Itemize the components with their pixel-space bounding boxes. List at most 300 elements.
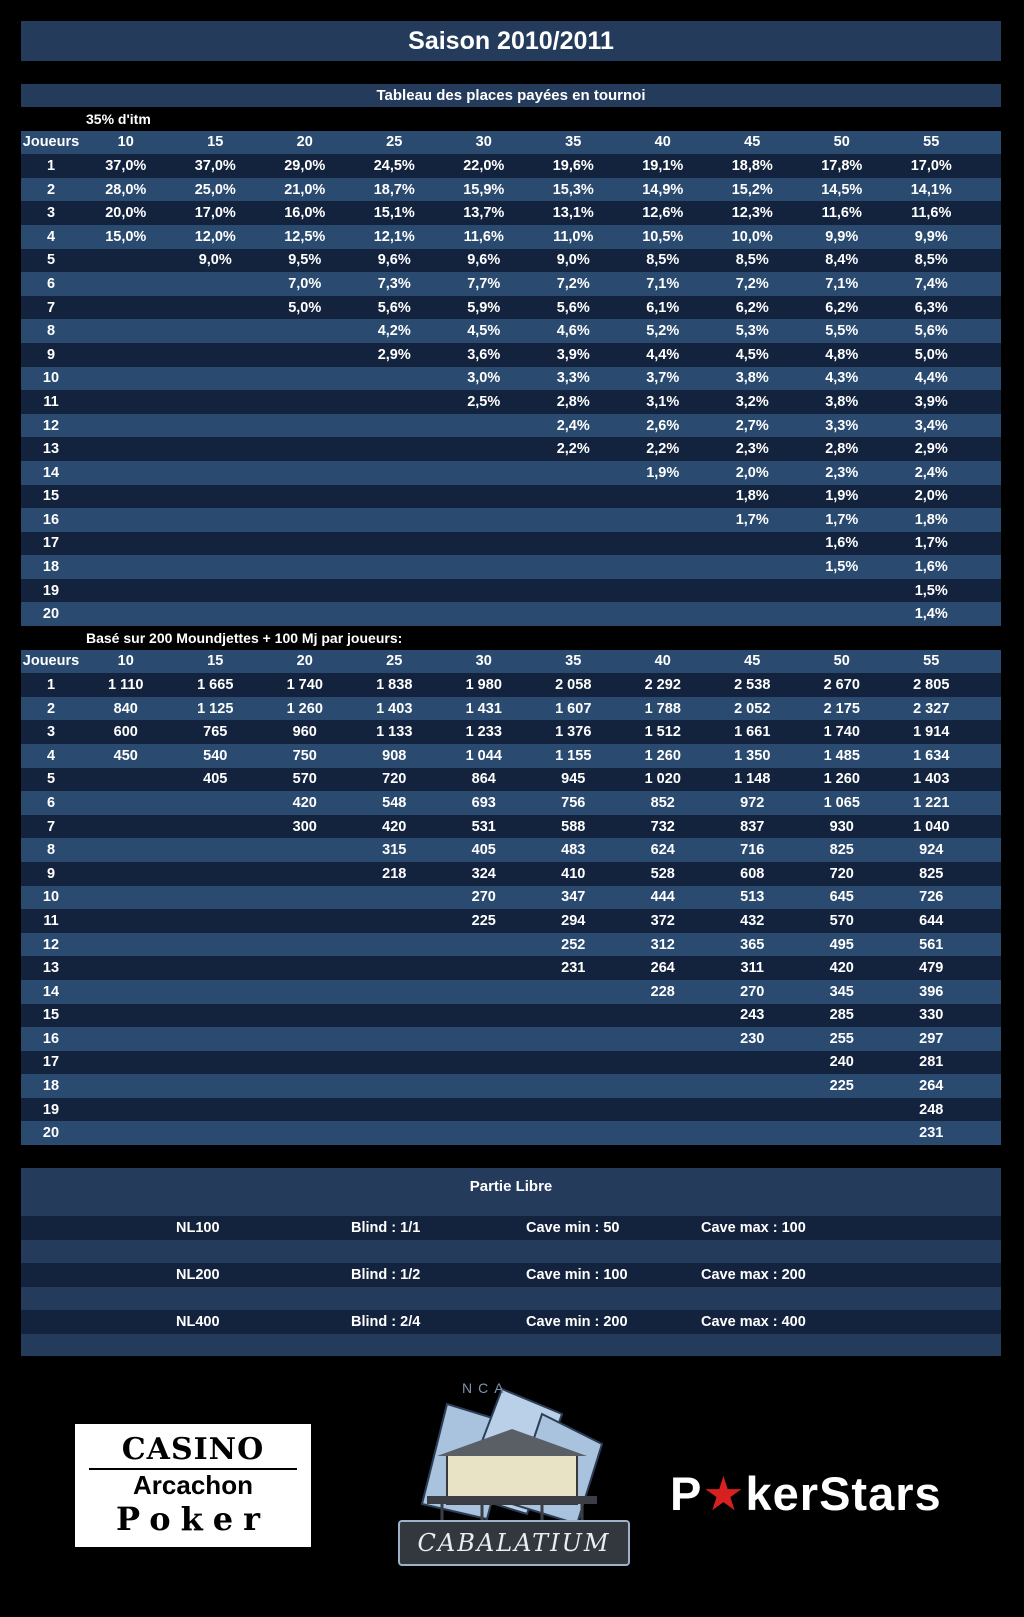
table-cell: 2,9%: [377, 346, 411, 363]
table-cell: 264: [650, 960, 675, 977]
table-header-cell: 50: [833, 653, 850, 670]
table-cell: 300: [292, 818, 317, 835]
table-cell: 7: [46, 299, 56, 316]
table-cell: 324: [471, 865, 496, 882]
table-cell: 1 376: [555, 724, 592, 741]
table-cell: 2 805: [913, 676, 950, 693]
table-cell: 1: [46, 676, 56, 693]
table-cell: 4,5%: [467, 323, 501, 340]
table-cell: 600: [113, 724, 138, 741]
table-cell: 12,0%: [194, 228, 236, 245]
table-cell: 8,5%: [735, 252, 769, 269]
table-header-cell: 15: [207, 653, 224, 670]
table-header-cell: Joueurs: [22, 134, 80, 151]
table-header-cell: 30: [475, 653, 492, 670]
table-cell: 1 233: [465, 724, 502, 741]
table-cell: 2,7%: [735, 417, 769, 434]
table-cell: 20: [42, 606, 60, 623]
table-cell: 1 980: [465, 676, 502, 693]
partie-libre-blind: Blind : 1/2: [351, 1266, 421, 1283]
table-header-cell: 20: [296, 653, 313, 670]
table-cell: 4: [46, 747, 56, 764]
table-row: [21, 720, 1001, 744]
table-cell: 1 403: [376, 700, 413, 717]
table-cell: 6,3%: [914, 299, 948, 316]
table-cell: 347: [561, 889, 586, 906]
table-cell: 18: [42, 559, 60, 576]
table-cell: 230: [740, 1030, 765, 1047]
table-cell: 4,6%: [556, 323, 590, 340]
table-cell: 13: [42, 441, 60, 458]
table-cell: 1 044: [465, 747, 502, 764]
table-cell: 588: [561, 818, 586, 835]
table-header-cell: 45: [744, 134, 761, 151]
table-cell: 1 133: [376, 724, 413, 741]
table-row: [21, 791, 1001, 815]
table-cell: 3,9%: [556, 346, 590, 363]
table-cell: 9,6%: [377, 252, 411, 269]
table-cell: 18,8%: [731, 157, 773, 174]
table-cell: 3,0%: [467, 370, 501, 387]
table-cell: 420: [829, 960, 854, 977]
table-row: [21, 815, 1001, 839]
table-cell: 11,6%: [463, 228, 504, 245]
table-cell: 10,5%: [642, 228, 684, 245]
table-cell: 225: [471, 912, 496, 929]
table-cell: 495: [829, 936, 854, 953]
table-row: [21, 673, 1001, 697]
table-cell: 16: [42, 1030, 60, 1047]
table-cell: 6,1%: [646, 299, 680, 316]
table-cell: 17: [42, 535, 60, 552]
table-cell: 330: [919, 1007, 944, 1024]
partie-libre-row: [21, 1310, 1001, 1334]
table-cell: 8,4%: [825, 252, 859, 269]
table-cell: 5,6%: [377, 299, 411, 316]
table-cell: 908: [382, 747, 407, 764]
table-row: [21, 390, 1001, 414]
table-cell: 281: [919, 1054, 944, 1071]
table-cell: 750: [292, 747, 317, 764]
table-row: [21, 461, 1001, 485]
table-cell: 311: [740, 960, 764, 977]
table-cell: 22,0%: [463, 157, 505, 174]
table-cell: 1 403: [913, 771, 950, 788]
table-header-cell: 40: [654, 653, 671, 670]
table-cell: 5,0%: [914, 346, 948, 363]
table-cell: 2 670: [823, 676, 860, 693]
table-row: [21, 1027, 1001, 1051]
table-cell: 1,9%: [825, 488, 859, 505]
table-cell: 2,0%: [914, 488, 948, 505]
moundjettes-table: [21, 626, 1001, 1145]
partie-libre-game: NL200: [176, 1266, 220, 1283]
table-cell: 1 512: [644, 724, 681, 741]
table-cell: 37,0%: [194, 157, 236, 174]
cabalatium-logo: NCA CABALATIUM: [392, 1384, 632, 1579]
table-cell: 15: [42, 488, 60, 505]
table-cell: 479: [919, 960, 944, 977]
table-note: Basé sur 200 Moundjettes + 100 Mj par joueurs:: [21, 626, 1001, 650]
table-cell: 12,1%: [373, 228, 415, 245]
table-row: [21, 697, 1001, 721]
table-row: [21, 201, 1001, 225]
table-cell: 2 175: [823, 700, 860, 717]
partie-libre-blind: Blind : 1/1: [351, 1219, 421, 1236]
table-cell: 7,2%: [556, 275, 590, 292]
table-cell: 2,3%: [735, 441, 769, 458]
table-cell: 10: [42, 889, 60, 906]
table-cell: 570: [292, 771, 317, 788]
table-row: [21, 1004, 1001, 1028]
table-cell: 1 838: [376, 676, 413, 693]
table-cell: 12,5%: [284, 228, 326, 245]
pokerstars-logo: P★kerStars: [670, 1467, 942, 1520]
table-row: [21, 319, 1001, 343]
table-cell: 3: [46, 205, 56, 222]
table-cell: 1 065: [823, 794, 860, 811]
table-cell: 9,6%: [467, 252, 501, 269]
partie-libre-title: Partie Libre: [469, 1178, 553, 1195]
table-cell: 11,6%: [821, 205, 862, 222]
table-header-cell: 20: [296, 134, 313, 151]
table-cell: 5,5%: [825, 323, 859, 340]
table-cell: 548: [382, 794, 407, 811]
table-cell: 945: [561, 771, 586, 788]
table-cell: 264: [919, 1078, 944, 1095]
table-row: [21, 1051, 1001, 1075]
table-cell: 624: [650, 842, 675, 859]
partie-libre-game: NL100: [176, 1219, 220, 1236]
table-header-row: [21, 650, 1001, 674]
table-cell: 7,1%: [646, 275, 680, 292]
table-cell: 5: [46, 771, 56, 788]
table-cell: 17: [42, 1054, 60, 1071]
table-cell: 13: [42, 960, 60, 977]
table-cell: 1 110: [108, 676, 144, 693]
table-cell: 4,5%: [735, 346, 769, 363]
table-cell: 12,6%: [642, 205, 684, 222]
table-cell: 2,4%: [556, 417, 590, 434]
table-row: [21, 272, 1001, 296]
table-cell: 25,0%: [194, 181, 236, 198]
table-cell: 1,5%: [825, 559, 859, 576]
table-cell: 28,0%: [105, 181, 147, 198]
table-row: [21, 437, 1001, 461]
table-cell: 6: [46, 794, 56, 811]
table-cell: 410: [561, 865, 586, 882]
table-cell: 4,4%: [646, 346, 680, 363]
table-cell: 312: [650, 936, 675, 953]
table-header-cell: 55: [923, 134, 940, 151]
table-cell: 4,2%: [377, 323, 411, 340]
table-cell: 483: [561, 842, 586, 859]
table-cell: 7,7%: [467, 275, 501, 292]
table-cell: 11,0%: [553, 228, 594, 245]
table-row: [21, 1074, 1001, 1098]
table-cell: 852: [650, 794, 675, 811]
partie-libre-cave-max: Cave max : 400: [701, 1314, 806, 1331]
table-cell: 2,0%: [735, 464, 769, 481]
table-cell: 29,0%: [284, 157, 326, 174]
table-cell: 315: [382, 842, 407, 859]
table-cell: 9,9%: [825, 228, 859, 245]
table-cell: 561: [919, 936, 944, 953]
partie-libre-cave-min: Cave min : 200: [526, 1314, 628, 1331]
table-cell: 14,9%: [642, 181, 684, 198]
table-cell: 1 788: [644, 700, 681, 717]
table-header-cell: 25: [386, 653, 403, 670]
table-cell: 3,7%: [646, 370, 680, 387]
table-cell: 13,1%: [552, 205, 594, 222]
table-cell: 825: [829, 842, 854, 859]
partie-libre-spacer: [21, 1334, 1001, 1358]
table-row: [21, 508, 1001, 532]
table-cell: 12: [42, 417, 60, 434]
table-cell: 1 485: [823, 747, 860, 764]
table-cell: 5: [46, 252, 56, 269]
table-cell: 243: [740, 1007, 765, 1024]
table-cell: 5,6%: [556, 299, 590, 316]
table-cell: 11: [43, 912, 59, 929]
table-cell: 756: [561, 794, 586, 811]
table-cell: 840: [113, 700, 138, 717]
table-cell: 7,3%: [377, 275, 411, 292]
table-cell: 365: [740, 936, 765, 953]
table-header-cell: 10: [117, 653, 134, 670]
table-row: [21, 602, 1001, 626]
table-cell: 15,0%: [105, 228, 147, 245]
table-cell: 2,9%: [914, 441, 948, 458]
table-cell: 252: [561, 936, 586, 953]
table-row: [21, 909, 1001, 933]
table-row: [21, 744, 1001, 768]
table-cell: 7,4%: [914, 275, 948, 292]
table-cell: 19: [42, 582, 60, 599]
table-cell: 3: [46, 724, 56, 741]
table-cell: 15: [42, 1007, 60, 1024]
table-cell: 765: [203, 724, 228, 741]
table-cell: 7: [46, 818, 56, 835]
table-cell: 270: [740, 983, 765, 1000]
table-header-row: [21, 131, 1001, 155]
table-cell: 3,8%: [825, 393, 859, 410]
table-cell: 6: [46, 275, 56, 292]
table-cell: 4,3%: [825, 370, 859, 387]
table-cell: 10,0%: [731, 228, 773, 245]
table-header-cell: 25: [386, 134, 403, 151]
table-cell: 1 260: [823, 771, 860, 788]
table-cell: 396: [919, 983, 944, 1000]
table-cell: 21,0%: [284, 181, 326, 198]
table-header-cell: 15: [207, 134, 224, 151]
table-cell: 1,5%: [914, 582, 948, 599]
table-cell: 450: [113, 747, 138, 764]
table-row: [21, 532, 1001, 556]
table-cell: 294: [561, 912, 586, 929]
table-cell: 13,7%: [463, 205, 505, 222]
partie-libre-row: [21, 1263, 1001, 1287]
table-cell: 3,9%: [914, 393, 948, 410]
table-row: [21, 485, 1001, 509]
table-cell: 2,8%: [556, 393, 590, 410]
table-header-cell: 55: [923, 653, 940, 670]
table-cell: 17,0%: [194, 205, 236, 222]
table-cell: 297: [919, 1030, 944, 1047]
page-title: Saison 2010/2011: [21, 21, 1001, 61]
table-cell: 1,7%: [914, 535, 948, 552]
table-cell: 3,4%: [914, 417, 948, 434]
table-cell: 1 665: [197, 676, 234, 693]
table-cell: 9,5%: [288, 252, 322, 269]
table-cell: 1 148: [734, 771, 771, 788]
table-cell: 2,3%: [825, 464, 859, 481]
partie-libre-cave-min: Cave min : 50: [526, 1219, 620, 1236]
table-cell: 720: [382, 771, 407, 788]
table-cell: 1 020: [644, 771, 681, 788]
table-cell: 10: [42, 370, 60, 387]
partie-libre-blind: Blind : 2/4: [351, 1314, 421, 1331]
table-cell: 1: [46, 157, 56, 174]
table-header-cell: 40: [654, 134, 671, 151]
table-cell: 14: [42, 464, 60, 481]
table-header-cell: 35: [565, 653, 582, 670]
table-cell: 1 740: [286, 676, 323, 693]
table-cell: 231: [561, 960, 586, 977]
table-cell: 16,0%: [284, 205, 326, 222]
table-cell: 2,5%: [467, 393, 501, 410]
table-cell: 864: [471, 771, 496, 788]
table-cell: 2,6%: [646, 417, 680, 434]
partie-libre-panel: [21, 1168, 1001, 1356]
table-cell: 5,3%: [735, 323, 769, 340]
table-row: [21, 367, 1001, 391]
table-row: [21, 1121, 1001, 1145]
table-row: [21, 296, 1001, 320]
table-cell: 2,2%: [646, 441, 680, 458]
table-cell: 231: [919, 1125, 944, 1142]
partie-libre-game: NL400: [176, 1314, 220, 1331]
table-row: [21, 555, 1001, 579]
table-cell: 19: [42, 1101, 60, 1118]
table-cell: 2,8%: [825, 441, 859, 458]
partie-libre-cave-max: Cave max : 100: [701, 1219, 806, 1236]
table-row: [21, 956, 1001, 980]
table-cell: 17,8%: [821, 157, 863, 174]
table-cell: 14,5%: [821, 181, 863, 198]
table-cell: 513: [740, 889, 765, 906]
table-cell: 9,9%: [914, 228, 948, 245]
table-cell: 420: [382, 818, 407, 835]
table-row: [21, 343, 1001, 367]
table-cell: 1 607: [555, 700, 592, 717]
table-cell: 5,6%: [914, 323, 948, 340]
table-cell: 1 740: [823, 724, 860, 741]
table-cell: 14: [42, 983, 60, 1000]
table-cell: 570: [829, 912, 854, 929]
table-cell: 345: [829, 983, 854, 1000]
table-cell: 9: [46, 865, 56, 882]
table-row: [21, 249, 1001, 273]
table-cell: 19,1%: [642, 157, 684, 174]
table-cell: 732: [650, 818, 675, 835]
table-cell: 825: [919, 865, 944, 882]
table-cell: 6,2%: [735, 299, 769, 316]
table-cell: 1 155: [555, 747, 592, 764]
table-cell: 8: [46, 323, 56, 340]
table-row: [21, 225, 1001, 249]
table-cell: 2 052: [734, 700, 771, 717]
table-header-cell: 30: [475, 134, 492, 151]
table-cell: 720: [829, 865, 854, 882]
table-row: [21, 933, 1001, 957]
table-cell: 8,5%: [914, 252, 948, 269]
table-cell: 5,2%: [646, 323, 680, 340]
table-cell: 285: [829, 1007, 854, 1024]
table-cell: 444: [650, 889, 675, 906]
table-cell: 255: [829, 1030, 854, 1047]
table-cell: 9,0%: [556, 252, 590, 269]
table-cell: 18: [42, 1078, 60, 1095]
table-row: [21, 886, 1001, 910]
table-cell: 17,0%: [910, 157, 952, 174]
table-cell: 15,9%: [463, 181, 505, 198]
table-cell: 3,3%: [825, 417, 859, 434]
table-cell: 4: [46, 228, 56, 245]
table-cell: 3,2%: [735, 393, 769, 410]
table-cell: 528: [650, 865, 675, 882]
table-cell: 15,1%: [373, 205, 415, 222]
table-cell: 1,6%: [825, 535, 859, 552]
table-header-cell: 10: [117, 134, 134, 151]
table-cell: 420: [292, 794, 317, 811]
percentage-table: [21, 107, 1001, 626]
table-cell: 1 260: [644, 747, 681, 764]
table-cell: 608: [740, 865, 765, 882]
table-cell: 1 661: [734, 724, 771, 741]
table-row: [21, 838, 1001, 862]
table-row: [21, 980, 1001, 1004]
table-cell: 12,3%: [731, 205, 773, 222]
table-cell: 1 221: [913, 794, 950, 811]
table-cell: 1,6%: [914, 559, 948, 576]
table-row: [21, 154, 1001, 178]
table-cell: 2: [46, 700, 56, 717]
table-cell: 16: [42, 511, 60, 528]
table-cell: 248: [919, 1101, 944, 1118]
table-cell: 837: [740, 818, 765, 835]
table-cell: 3,8%: [735, 370, 769, 387]
table-cell: 716: [740, 842, 765, 859]
table-cell: 432: [740, 912, 765, 929]
table-cell: 240: [829, 1054, 854, 1071]
table-cell: 5,9%: [467, 299, 501, 316]
table-cell: 1 914: [913, 724, 950, 741]
table-header-cell: 35: [565, 134, 582, 151]
table-row: [21, 414, 1001, 438]
casino-arcachon-logo: CASINO Arcachon Poker: [75, 1424, 311, 1547]
table-cell: 7,2%: [735, 275, 769, 292]
partie-libre-spacer: [21, 1287, 1001, 1311]
table-cell: 2: [46, 181, 56, 198]
table-cell: 1,4%: [914, 606, 948, 623]
table-cell: 2 292: [644, 676, 681, 693]
table-cell: 960: [292, 724, 317, 741]
table-row: [21, 1098, 1001, 1122]
table-cell: 1,7%: [735, 511, 769, 528]
table-cell: 540: [203, 747, 228, 764]
table-cell: 1 350: [734, 747, 771, 764]
